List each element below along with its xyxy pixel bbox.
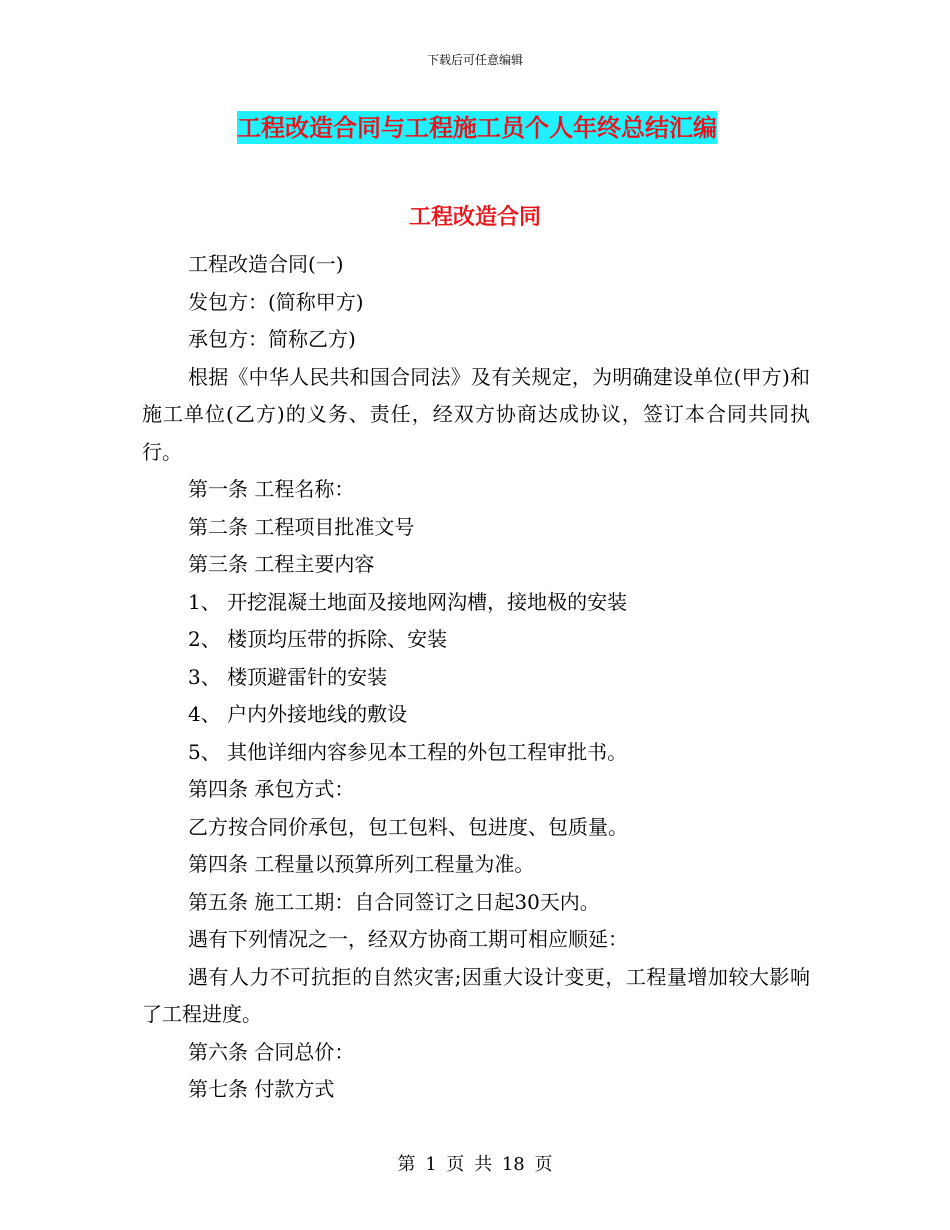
paragraph-party-a: 发包方：(简称甲方) bbox=[188, 289, 364, 314]
list-item: 5、 其他详细内容参见本工程的外包工程审批书。 bbox=[188, 739, 628, 764]
list-item: 4、 户内外接地线的敷设 bbox=[188, 702, 408, 726]
paragraph-party-b: 承包方：简称乙方) bbox=[188, 327, 356, 351]
header-note: 下载后可任意编辑 bbox=[426, 53, 523, 67]
paragraph-article-5: 第五条 施工工期：自合同签订之日起30天内。 bbox=[188, 889, 600, 914]
main-title bbox=[235, 112, 719, 144]
paragraph-contract-mode: 乙方按合同价承包，包工包料、包进度、包质量。 bbox=[188, 814, 628, 839]
document-body bbox=[142, 246, 810, 1109]
section-title: 工程改造合同 bbox=[408, 204, 541, 230]
paragraph-preamble: 根据《中华人民共和国合同法》及有关规定，为明确建设单位(甲方)和施工单位(乙方)的义务、责任，经双方协商达成协议，签订本合同共同执行。 bbox=[142, 364, 810, 464]
paragraph-article-4: 第四条 承包方式： bbox=[188, 777, 355, 801]
paragraph-article-6: 第六条 合同总价： bbox=[188, 1039, 355, 1064]
main-title-highlight: 工程改造合同与工程施工员个人年终总结汇编 bbox=[237, 113, 717, 142]
paragraph-force-majeure: 遇有人力不可抗拒的自然灾害;因重大设计变更，工程量增加较大影响了工程进度。 bbox=[142, 964, 810, 1026]
paragraph-article-1: 第一条 工程名称： bbox=[188, 477, 355, 501]
paragraph-article-7: 第七条 付款方式 bbox=[188, 1077, 335, 1101]
paragraph-article-3: 第三条 工程主要内容 bbox=[188, 552, 375, 576]
paragraph-article-2: 第二条 工程项目批准文号 bbox=[188, 514, 415, 539]
paragraph-delay-conditions: 遇有下列情况之一，经双方协商工期可相应顺延： bbox=[188, 927, 628, 951]
page-footer: 第 1 页 共 18 页 bbox=[397, 1154, 553, 1175]
paragraph-article-4b: 第四条 工程量以预算所列工程量为准。 bbox=[188, 852, 535, 876]
list-item: 3、 楼顶避雷针的安装 bbox=[188, 664, 388, 689]
paragraph-contract-number: 工程改造合同(一) bbox=[188, 252, 344, 276]
list-item: 1、 开挖混凝土地面及接地网沟槽，接地极的安装 bbox=[188, 589, 628, 614]
list-item: 2、 楼顶均压带的拆除、安装 bbox=[188, 627, 448, 651]
